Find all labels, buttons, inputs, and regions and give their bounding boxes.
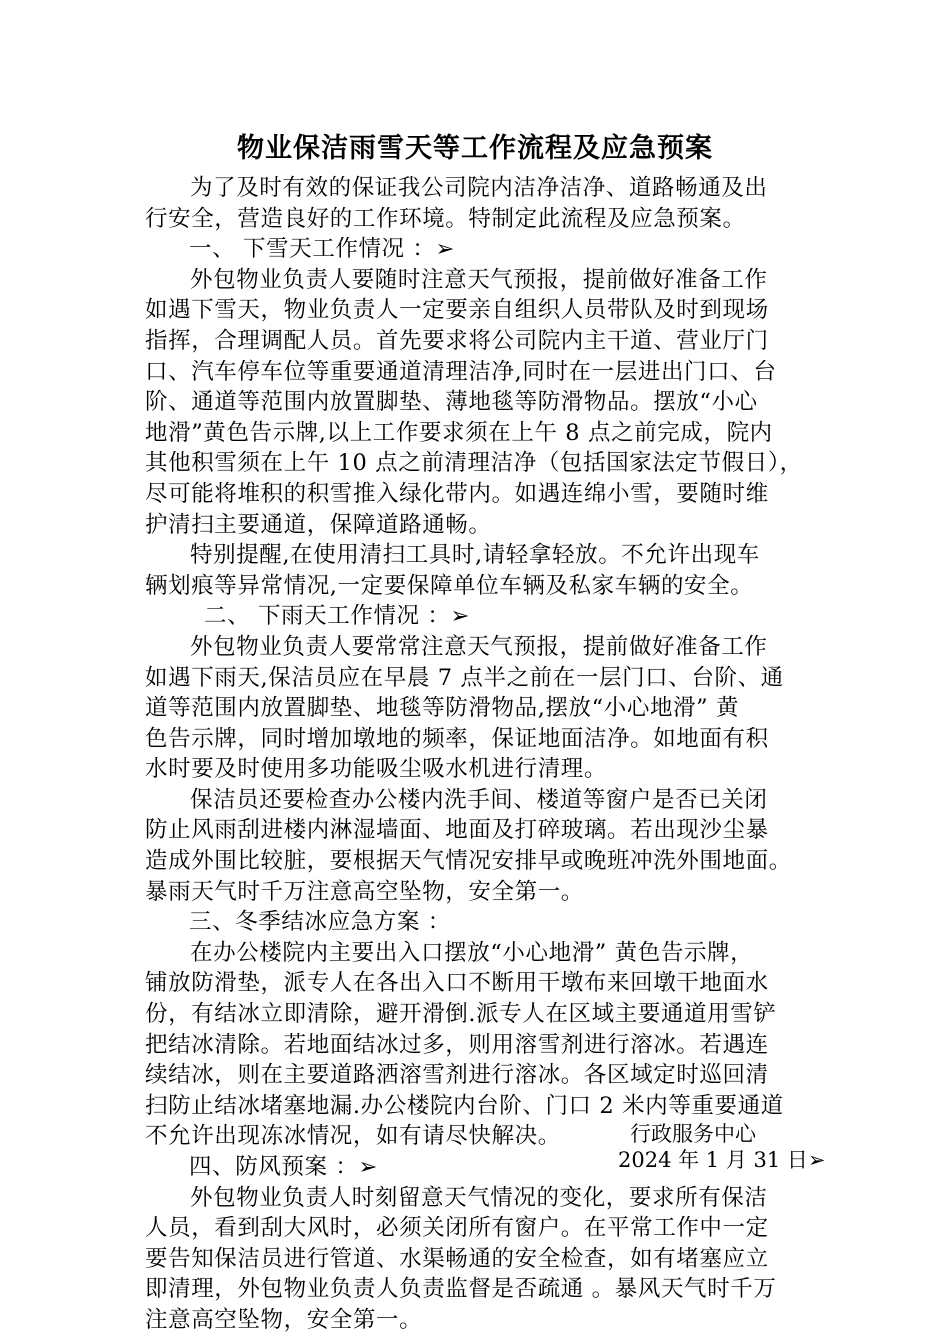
paragraph-line: 铺放防滑垫，派专人在各出入口不断用干墩布来回墩干地面水 (145, 970, 769, 997)
section-heading: 四、防风预案 ：➢ (189, 1154, 378, 1180)
section-heading: 二、 下雨天工作情况 ：➢ (204, 603, 470, 630)
paragraph-line: 在办公楼院内主要出入口摆放“小心地滑” 黄色告示牌， (190, 939, 754, 966)
paragraph-line: 注意高空坠物，安全第一。 (145, 1306, 423, 1333)
signature-org: 行政服务中心 (630, 1122, 756, 1146)
paragraph-line: 辆划痕等异常情况,一定要保障单位车辆及私家车辆的安全。 (145, 572, 754, 599)
paragraph-line: 水时要及时使用多功能吸尘吸水机进行清理。 (145, 756, 608, 783)
paragraph-line: 行安全，营造良好的工作环境。特制定此流程及应急预案。 (145, 205, 746, 232)
paragraph-line: 道等范围内放置脚垫、地毯等防滑物品,摆放“小心地滑” 黄 (145, 695, 740, 722)
paragraph-line: 如遇下雨天,保洁员应在早晨 7 点半之前在一层门口、台阶、通 (145, 664, 784, 691)
paragraph-line: 份，有结冰立即清除，避开滑倒.派专人在区域主要通道用雪铲 (145, 1001, 777, 1028)
document-title: 物业保洁雨雪天等工作流程及应急预案 (237, 133, 713, 164)
paragraph-line: 其他积雪须在上午 10 点之前清理洁净（包括国家法定节假日）， (145, 450, 803, 477)
paragraph-line: 扫防止结冰堵塞地漏.办公楼院内台阶、门口 2 米内等重要通道 (145, 1092, 784, 1119)
signature-date: 2024 年 1 月 31 日➢ (618, 1148, 826, 1172)
paragraph-line: 外包物业负责人时刻留意天气情况的变化，要求所有保洁 (190, 1184, 768, 1211)
paragraph-line: 即清理，外包物业负责人负责监督是否疏通 。暴风天气时千万 (145, 1276, 777, 1303)
paragraph-line: 保洁员还要检查办公楼内洗手间、楼道等窗户是否已关闭 (190, 786, 768, 813)
paragraph-line: 续结冰，则在主要道路洒溶雪剂进行溶冰。各区域定时巡回清 (145, 1062, 769, 1089)
paragraph-line: 防止风雨刮进楼内淋湿墙面、地面及打碎玻璃。若出现沙尘暴 (145, 817, 769, 844)
paragraph-line: 不允许出现冻冰情况，如有请尽快解决。 (145, 1123, 561, 1150)
paragraph-line: 外包物业负责人要常常注意天气预报，提前做好准备工作 (190, 633, 768, 660)
paragraph-line: 护清扫主要通道，保障道路通畅。 (145, 511, 492, 538)
paragraph-line: 要告知保洁员进行管道、水渠畅通的安全检查，如有堵塞应立 (145, 1245, 769, 1272)
paragraph-line: 外包物业负责人要随时注意天气预报，提前做好准备工作 (190, 266, 768, 293)
paragraph-line: 指挥，合理调配人员。首先要求将公司院内主干道、营业厅门 (145, 327, 769, 354)
paragraph-line: 暴雨天气时千万注意高空坠物，安全第一。 (145, 878, 584, 905)
section-heading: 三、冬季结冰应急方案 ： (189, 909, 451, 936)
paragraph-line: 阶、通道等范围内放置脚垫、薄地毯等防滑物品。摆放“小心 (145, 389, 758, 416)
section-heading: 一、 下雪天工作情况 ：➢ (189, 236, 455, 263)
paragraph-line: 尽可能将堆积的积雪推入绿化带内。如遇连绵小雪，要随时维 (145, 480, 769, 507)
paragraph-line: 人员，看到刮大风时，必须关闭所有窗户。在平常工作中一定 (145, 1215, 769, 1242)
paragraph-line: 造成外围比较脏，要根据天气情况安排早或晚班冲洗外围地面。 (145, 848, 792, 875)
paragraph-line: 把结冰清除。若地面结冰过多，则用溶雪剂进行溶冰。若遇连 (145, 1031, 769, 1058)
paragraph-line: 色告示牌，同时增加墩地的频率，保证地面洁净。如地面有积 (145, 725, 769, 752)
paragraph-line: 地滑”黄色告示牌,以上工作要求须在上午 8 点之前完成，院内 (145, 419, 773, 446)
paragraph-line: 口、汽车停车位等重要通道清理洁净,同时在一层进出门口、台 (145, 358, 777, 385)
paragraph-line: 特别提醒,在使用清扫工具时,请轻拿轻放。不允许出现车 (190, 542, 760, 569)
paragraph-line: 为了及时有效的保证我公司院内洁净洁净、道路畅通及出 (190, 175, 768, 201)
paragraph-line: 如遇下雪天，物业负责人一定要亲自组织人员带队及时到现场 (145, 297, 769, 324)
